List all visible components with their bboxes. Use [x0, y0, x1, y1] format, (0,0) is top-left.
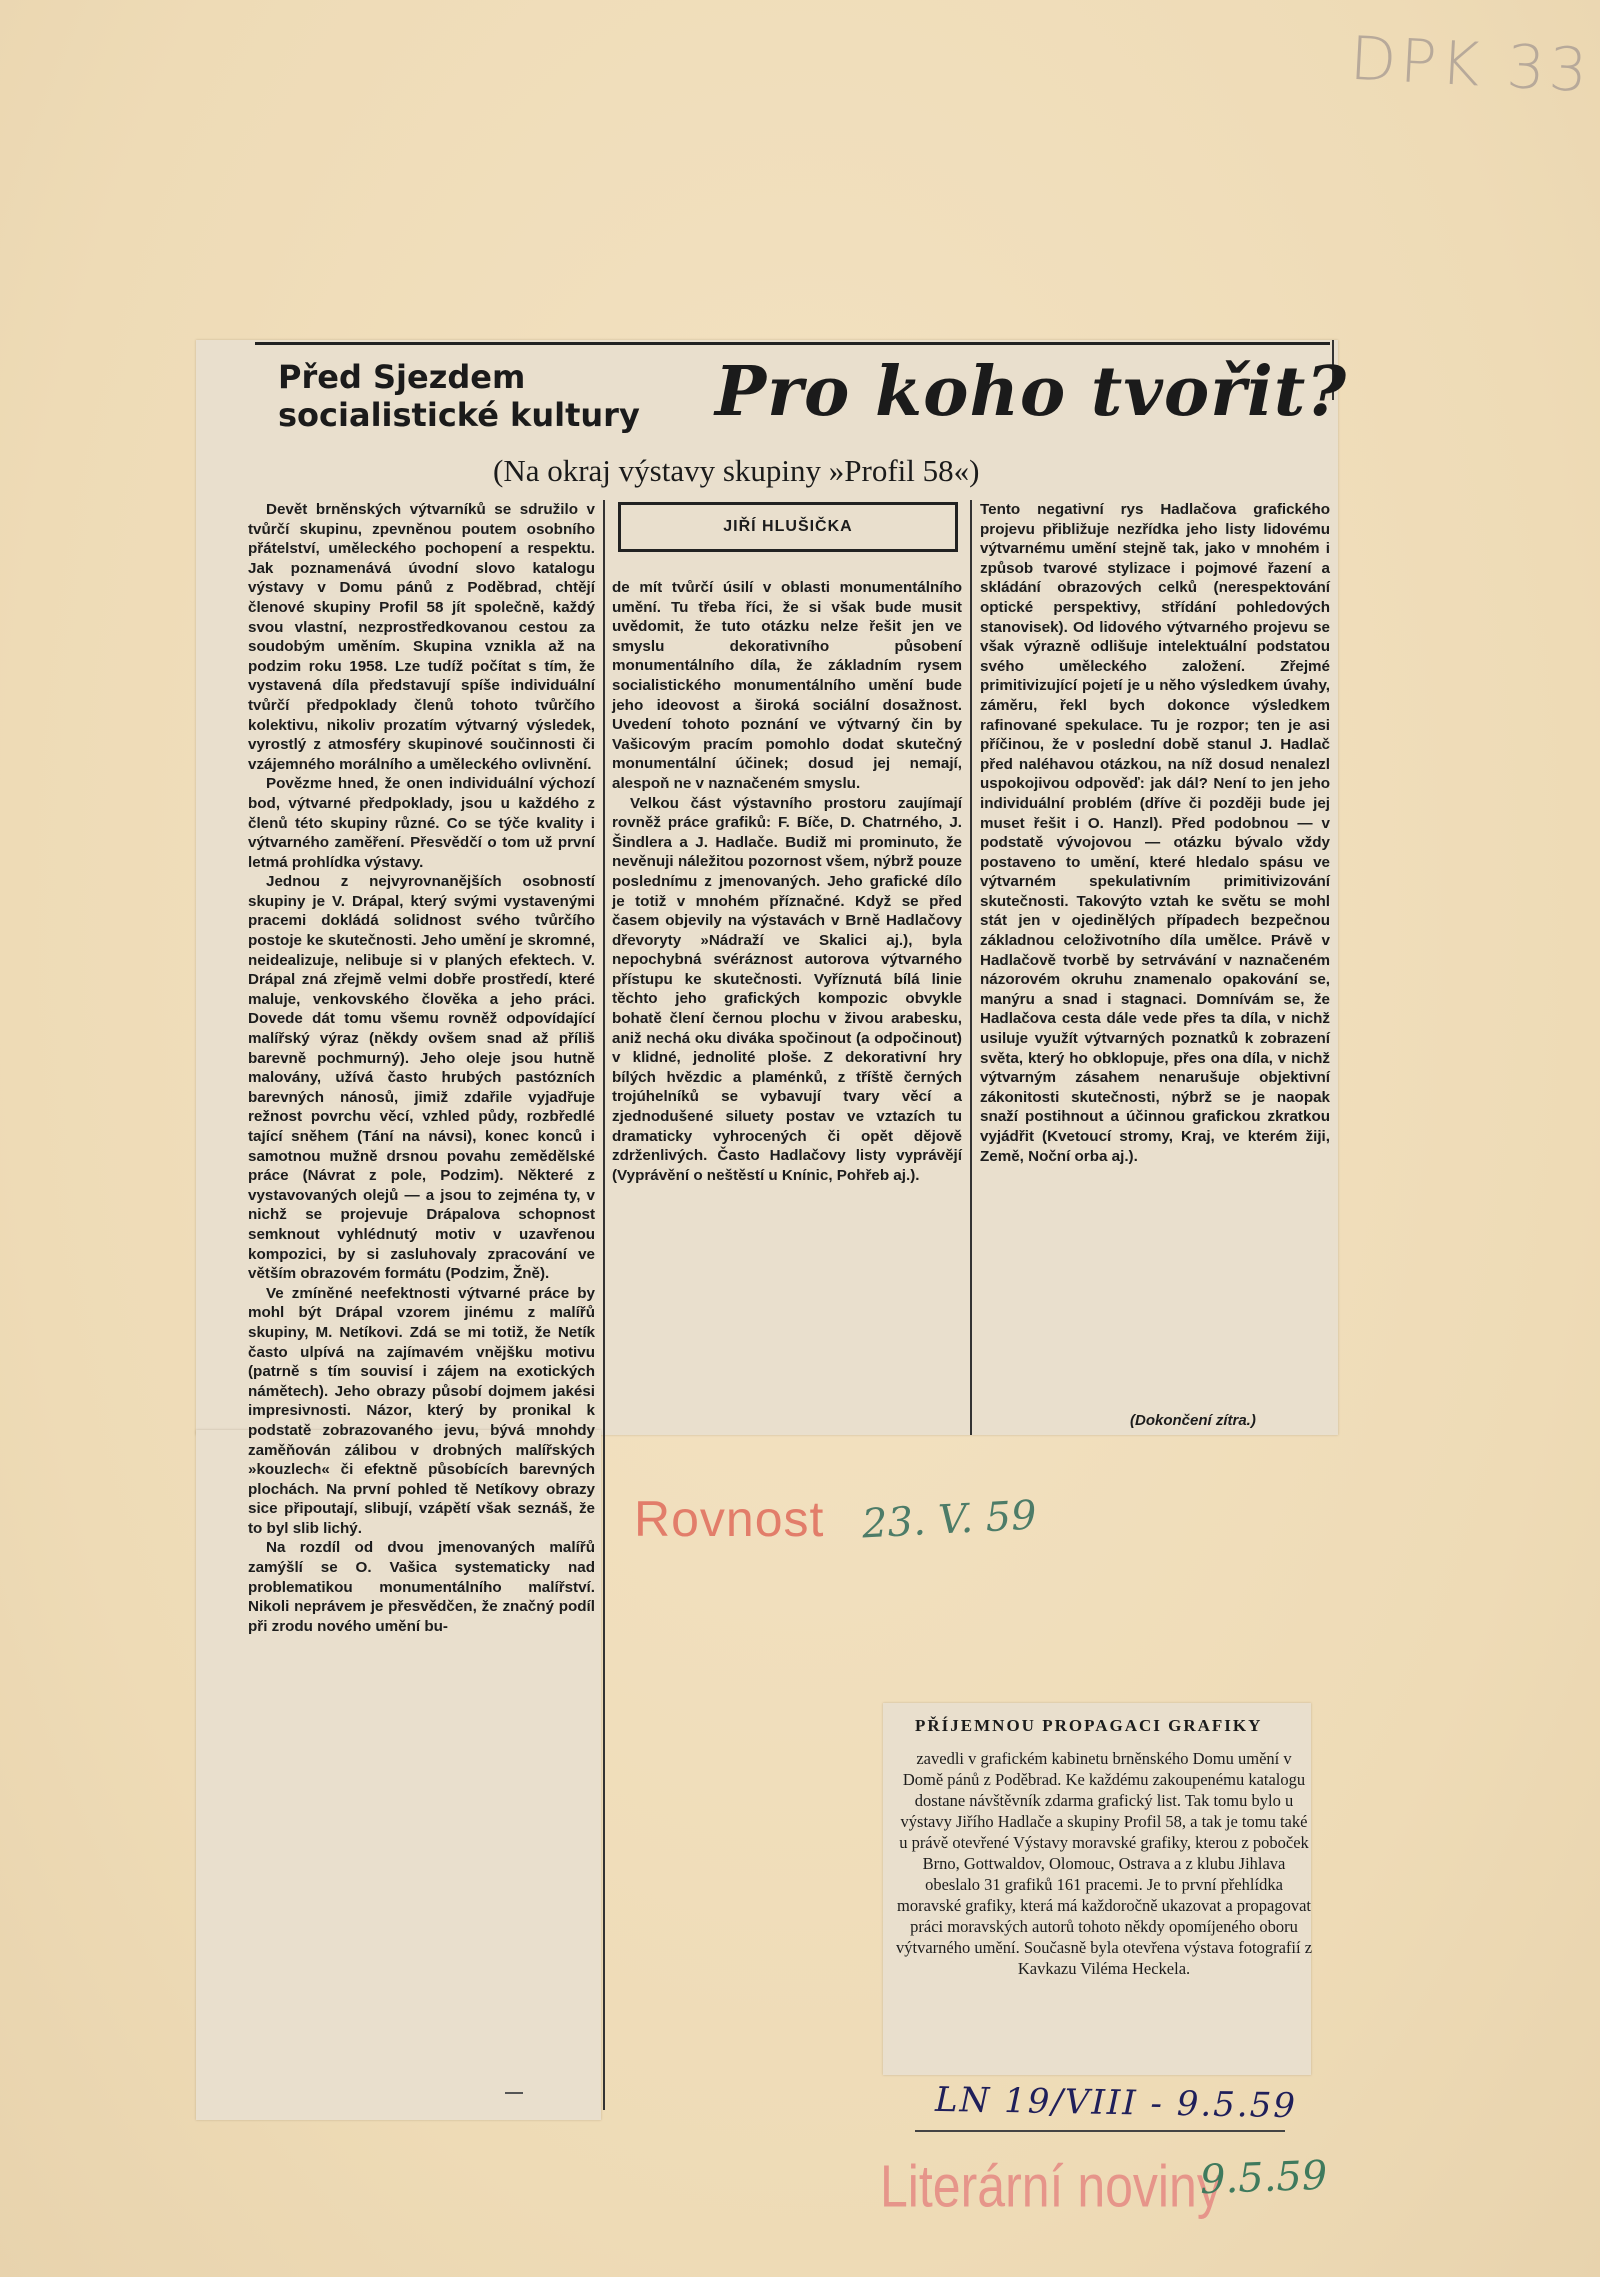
paragraph: Velkou část výstavního prostoru zaujímají rovněž práce grafiků: F. Bíče, D. Chatrného, J. Šindlera a J. Hadlače. Budiž mi prominuto, že nevěnuji náležitou pozornost všem, nýbrž pouze poslednímu z jmenovaných. Jeho grafické dílo je totiž v mnohém příznačné. Když se před časem objevily na výstavách v Brně Hadlačovy dřevoryty »Nádraží ve Skalici aj.), byla nepochybná svéráznost autorova výtvarného přístupu ke skutečnosti. Vyříznutá bílá linie těchto jeho grafických kompozic obvykle bohatě člení černou plochu v živou arabesku, aniž nechá oku diváka spočinout (a odpočinout) v klidné, jednolité ploše. Z dekorativní hry bílých hvězdic a plaménků, z tříště černých trojúhelníků se vybavují tvary věcí a zjednodušené siluety postav ve vztazích tu dramaticky vyhrocených či opět dějově zdrženlivých. Často Hadlačovy listy vyprávějí (Vyprávění o neštěstí u Knínic, Pohřeb aj.).	[612, 794, 962, 1184]
paragraph: Ve zmíněné neefektnosti výtvarné práce by mohl být Drápal vzorem jinému z malířů skupiny, M. Netíkovi. Zdá se mi totiž, že Netík často ulpívá na zajímavém vnějšku motivu (patrně s tím souvisí i zájem na exotických námětech). Jeho obrazy působí dojmem jakési impresivnosti. Názor, který by pronikal k podstatě zobrazovaného jevu, bývá mnohdy zaměňován zálibou v drobných malířských »kouzlech« či efektně působících barevných plochách. Na první pohled tě Netíkovy obrazy sice připoutají, slibují, vzápětí však seznáš, že to byl slib lichý.	[248, 1284, 595, 1537]
notice-body: zavedli v grafickém kabinetu brněnského Domu umění v Domě pánů z Poděbrad. Ke každému zakoupenému katalogu dostane návštěvník zdarma grafický list. Tak tomu bylo u výstavy Jiřího Hadlače a skupiny Profil 58, a tak je tomu také u právě otevřené Výstavy moravské grafiky, kterou z poboček Brno, Gottwaldov, Olomouc, Ostrava a z klubu Jihlava obeslalo 31 grafiků 161 pracemi. Je to první přehlídka moravské grafiky, která má každoročně ukazovat a propagovat práci moravských autorů tohoto někdy opomíjeného oboru výtvarného umění. Současně byla otevřena výstava fotografií z Kavkazu Viléma Heckela.	[895, 1749, 1313, 1978]
paragraph: Povězme hned, že onen individuální výchozí bod, výtvarné předpoklady, jsou u každého z členů této skupiny různé. Co se týče kvality i výtvarného zaměření. Přesvědčí o tom už první letmá prohlídka výstavy.	[248, 775, 595, 871]
reference-underline	[915, 2130, 1285, 2132]
article-kicker	[278, 358, 640, 434]
continuation-note: (Dokončení zítra.)	[1130, 1412, 1256, 1429]
notice-title: PŘÍJEMNOU PROPAGACI GRAFIKY	[915, 1716, 1263, 1735]
print-mark	[505, 2092, 523, 2094]
column-divider	[970, 500, 972, 1435]
source-stamp-rovnost: Rovnost	[634, 1491, 825, 1547]
paragraph: Devět brněnských výtvarníků se sdružilo v tvůrčí skupinu, zpevněnou poutem osobního přátelství, uměleckého pochopení a respektu. Jak poznamenává úvodní slovo katalogu výstavy v Domu pánů z Poděbrad, chtějí členové skupiny Profil 58 jít společně, každý svou vlastní, nezprostředkovanou cestou za soudobým uměním. Skupina vznikla až na podzim roku 1958. Lze tudíž počítat s tím, že vystavená díla představují spíše individuální tvůrčí předpoklady členů tohoto tvůrčího kolektivu, nikoliv prozatím výtvarný výsledek, vyrostlý z atmosféry skupinové součinnosti či vzájemného morálního a uměleckého ovlivnění.	[248, 501, 595, 773]
paragraph: de mít tvůrčí úsilí v oblasti monumentálního umění. Tu třeba říci, že si však bude musit uvědomit, že tuto otázku nelze řešit jen ve smyslu dekorativního působení monumentálního díla, že základním rysem socialistického monumentálního umění bude jeho ideovost a široká sociální dosažnost. Uvedení tohoto poznání ve výtvarný čin by Vašicovým pracím pomohlo dodat skutečný monumentální účinek; dosud jej nemají, alespoň ne v naznačeném smyslu.	[612, 579, 962, 792]
archive-pencil-mark: DPK 33	[1348, 23, 1593, 107]
article-column-3	[980, 500, 1330, 1166]
article-subtitle: (Na okraj výstavy skupiny »Profil 58«)	[493, 453, 980, 488]
handwritten-reference: LN 19/VIII - 9.5.59	[934, 2079, 1298, 2127]
article-headline: Pro koho tvořit?	[715, 352, 1348, 432]
author-byline: JIŘÍ HLUŠIČKA	[618, 502, 958, 552]
paragraph: Jednou z nejvyrovnanějších osobností skupiny je V. Drápal, který svými vystavenými pracemi dokládá solidnost svého tvůrčího postoje ke skutečnosti. Jeho umění je skromné, neidealizuje, nelibuje si v planých efektech. V. Drápal zná zřejmě velmi dobře prostředí, které maluje, venkovského člověka a jeho práci. Dovede dát tomu všemu rovněž odpovídající malířský výraz (někdy ovšem snad až příliš barevně pochmurný). Jeho oleje jsou hutně malovány, užívá často hrubých pastózních barevných nánosů, jimiž zdařile vyjadřuje režnost povrchu věcí, vzhled půdy, rozbředlé tající sněhem (Tání na návsi), konec konců i samotnou mužně drsnou povahu zemědělské práce (Návrat z pole, Podzim). Některé z vystavovaných olejů — a jsou to zejména ty, v nichž se projevuje Drápalova schopnost semknout vyhlédnutý motiv v uzavřenou kompozici, by si zasluhovaly zpracování ve větším obrazovém formátu (Podzim, Žně).	[248, 873, 595, 1283]
kicker-line-2: socialistické kultury	[278, 396, 640, 434]
column-divider	[603, 500, 605, 2110]
kicker-line-1: Před Sjezdem	[278, 358, 526, 396]
paragraph: Na rozdíl od dvou jmenovaných malířů zamýšlí se O. Vašica systematicky nad problematikou monumentálního malířství. Nikoli neprávem je přesvědčen, že značný podíl při zrodu nového umění bu-	[248, 1539, 595, 1635]
article-column-1	[248, 500, 595, 1636]
title-rule	[255, 342, 1330, 345]
handwritten-date-rovnost: 23. V. 59	[860, 1492, 1038, 1548]
handwritten-date-literarni-noviny: 9.5.59	[1199, 2152, 1328, 2204]
article-column-2	[612, 578, 962, 1185]
paragraph: Tento negativní rys Hadlačova grafického projevu přibližuje nezřídka jeho listy lidovému výtvarnému umění stejně tak, jako v mnohém i způsob tvarové stylizace i pojmové řazení a skládání obrazových celků (nerespektování optické perspektivy, střídání pohledových stanovisek). Od lidového výtvarného projevu se však výrazně odlišuje intelektuální podstatou svého uměleckého založení. Zřejmé primitivizující pojetí je u něho výsledkem úvahy, záměru, řekl bych dokonce výsledkem rafinované spekulace. Tu je rozpor; ten je asi příčinou, že v poslední době stanul J. Hadlač před naléhavou otázkou, na níž dosud nenalezl uspokojivou odpověď: jak dál? Není to jen jeho individuální problém (dříve či později bude jej muset řešit i O. Hanzl). Před podobnou — v podstatě vývojovou — otázku bývalo vždy postaveno to umění, které hledalo spásu ve výtvarném spekulativním primitivizování skutečnosti. Takovýto vztah ke světu se mohl stát jen v ojedinělých případech bezpečnou základnou celoživotního díla umělce. Právě v Hadlačově tvorbě by setrvávání v naznačeném názorovém okruhu znamenalo opakování se, manýru a snad i stagnaci. Domnívám se, že Hadlačova cesta dále vede přes ta díla, v nichž usiluje využít výtvarných poznatků k zobrazení světa, který ho obklopuje, přes ona díla, v nichž výtvarným zásahem nenarušuje objektivní zákonitosti skutečnosti, nýbrž se je naopak snaží postihnout a účinnou grafickou zkratkou vyjádřit (Kvetoucí stromy, Kraj, ve kterém žiji, Země, Noční orba aj.).	[980, 501, 1330, 1165]
source-stamp-literarni-noviny: Literární noviny	[880, 2153, 1222, 2220]
